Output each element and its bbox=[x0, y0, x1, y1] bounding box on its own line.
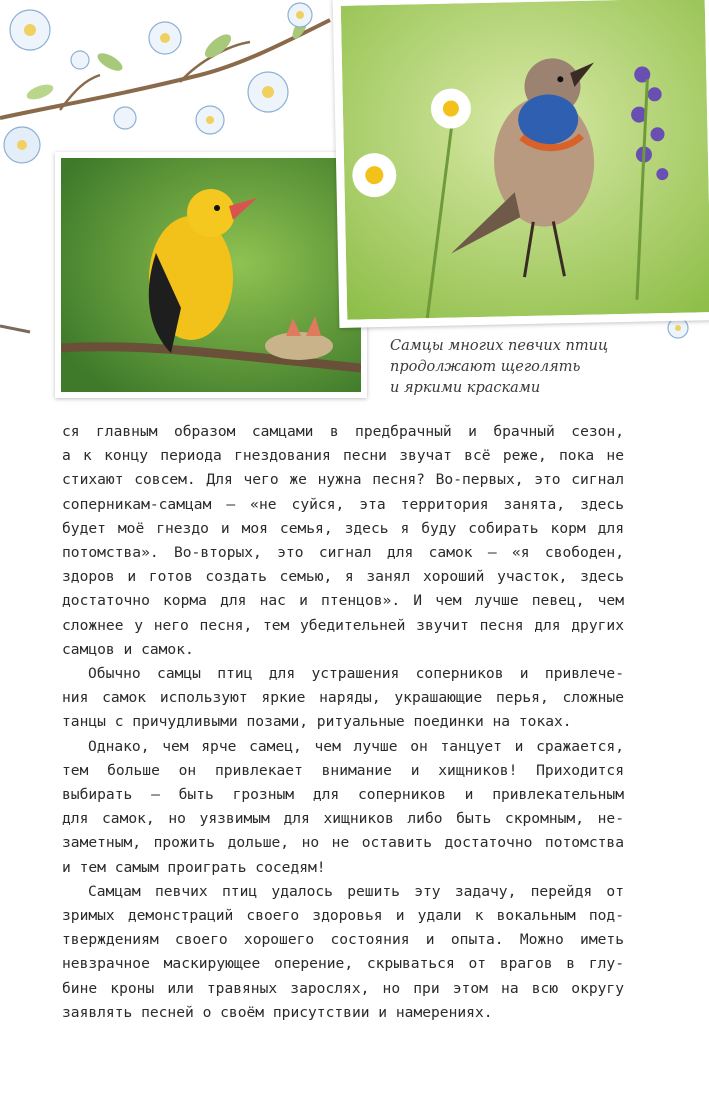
text-line: выбирать — быть грозным для соперников и привлекательным bbox=[62, 786, 624, 804]
paragraph-4 bbox=[62, 880, 624, 1025]
paragraph-3 bbox=[62, 735, 624, 880]
text-line: достаточно корма для нас и птенцов». И чем лучше певец, чем bbox=[62, 592, 624, 610]
text-line: Самцам певчих птиц удалось решить эту задачу, перейдя от bbox=[88, 882, 624, 900]
text-line: танцы с причудливыми позами, ритуальные поединки на токах. bbox=[62, 713, 572, 731]
text-line: тем больше он привлекает внимание и хищников! Приходится bbox=[62, 761, 624, 779]
text-line: сложнее у него песня, тем убедительней звучит песня для других bbox=[62, 616, 624, 634]
text-line: заявлять песней о своём присутствии и намерениях. bbox=[62, 1003, 493, 1021]
text-line: ния самок используют яркие наряды, украшающие перья, сложные bbox=[62, 689, 624, 707]
text-line: потомства». Во-вторых, это сигнал для самок — «я свободен, bbox=[62, 544, 624, 562]
text-line: невзрачное маскирующее оперение, скрываться от врагов в глу- bbox=[62, 955, 624, 973]
text-line: соперникам-самцам — «не суйся, эта территория занята, здесь bbox=[62, 495, 624, 513]
paragraph-1 bbox=[62, 420, 624, 662]
caption-line: продолжают щеголять bbox=[390, 359, 581, 375]
text-line: Однако, чем ярче самец, чем лучше он танцует и сражается, bbox=[88, 737, 624, 755]
text-line: заметным, прожить дольше, но не оставить достаточно потомства bbox=[62, 834, 624, 852]
bluethroat-photo bbox=[333, 0, 709, 328]
text-line: и тем самым проиграть соседям! bbox=[62, 858, 326, 876]
text-line: будет моё гнездо и моя семья, здесь я буду собирать корм для bbox=[62, 519, 624, 537]
text-line: здоров и готов создать семью, я занял хороший участок, здесь bbox=[62, 568, 624, 586]
article-body bbox=[62, 420, 624, 1025]
caption-line: Самцы многих певчих птиц bbox=[390, 338, 609, 354]
text-line: зримых демонстраций своего здоровья и удали к вокальным под- bbox=[62, 907, 624, 925]
oriole-photo bbox=[55, 152, 367, 398]
text-line: стихают совсем. Для чего же нужна песня? Во-первых, это сигнал bbox=[62, 471, 624, 489]
text-line: бине кроны или травяных зарослях, но при этом на всю округу bbox=[62, 979, 624, 997]
text-line: для самок, но уязвимым для хищников либо быть скромным, не- bbox=[62, 810, 624, 828]
photo-caption bbox=[390, 336, 620, 399]
text-line: самцов и самок. bbox=[62, 640, 194, 658]
text-line: а к концу периода гнездования песни звучат всё реже, пока не bbox=[62, 447, 624, 465]
text-line: Обычно самцы птиц для устрашения соперников и привлече- bbox=[88, 665, 624, 683]
text-line: тверждениям своего хорошего состояния и опыта. Можно иметь bbox=[62, 931, 624, 949]
paragraph-2 bbox=[62, 662, 624, 735]
caption-line: и яркими красками bbox=[390, 380, 541, 396]
text-line: ся главным образом самцами в предбрачный и брачный сезон, bbox=[62, 423, 624, 440]
twig-left bbox=[0, 326, 30, 332]
